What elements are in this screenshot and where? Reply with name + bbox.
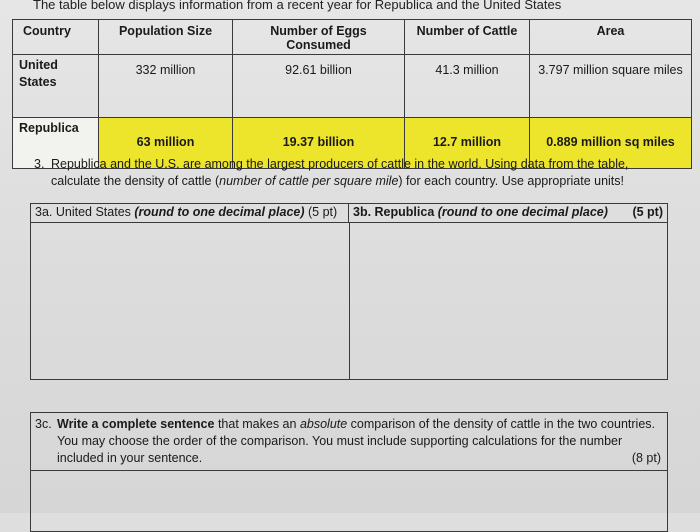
country-data-table xyxy=(12,19,692,169)
question-text-part: Republica and the U.S. are among the largest producers of cattle in the world. Using data from the table, calculate the density of cattle ( xyxy=(51,157,629,188)
question-3c xyxy=(30,412,668,532)
answer-table-3ab xyxy=(30,203,668,380)
question-lead: Write a complete sentence xyxy=(57,417,215,431)
question-text-part: that makes an xyxy=(214,417,300,431)
answer-table-body xyxy=(31,223,667,380)
cell-population: 63 million xyxy=(99,118,233,169)
question-text-italic: number of cattle per square mile xyxy=(219,174,399,188)
cell-eggs: 19.37 billion xyxy=(233,118,405,169)
answer-box-3b[interactable] xyxy=(350,223,667,380)
part-3b-header xyxy=(349,204,667,222)
part-points: (5 pt) xyxy=(632,205,663,219)
part-instruction: (round to one decimal place) xyxy=(134,205,305,219)
part-label: 3a. United States xyxy=(35,205,135,219)
header-eggs: Number of Eggs Consumed xyxy=(233,20,405,55)
question-number: 3c. xyxy=(35,417,52,431)
header-population: Population Size xyxy=(99,20,233,55)
question-points: (8 pt) xyxy=(631,451,661,465)
cell-cattle: 41.3 million xyxy=(405,55,530,118)
header-cattle: Number of Cattle xyxy=(405,20,530,55)
part-points: (5 pt) xyxy=(304,205,338,219)
cell-country: United States xyxy=(13,55,99,118)
question-3c-prompt xyxy=(31,413,667,471)
table-row-united-states xyxy=(13,55,692,118)
question-text-part: comparison of the density of cattle in the two countries. You may choose the order of the comparison. You must include supporting calculations for the number included in your sentence. xyxy=(57,417,656,465)
question-3 xyxy=(34,156,674,190)
answer-box-3a[interactable] xyxy=(31,223,350,380)
cell-cattle: 12.7 million xyxy=(405,118,530,169)
answer-table-header xyxy=(31,204,667,223)
answer-box-3c[interactable] xyxy=(31,471,667,531)
question-text-italic: absolute xyxy=(299,417,348,431)
table-header-row xyxy=(13,20,692,55)
cell-area: 0.889 million sq miles xyxy=(530,118,692,169)
question-3-text xyxy=(51,156,674,190)
table-caption: The table below displays information from a recent year for Republica and the United States xyxy=(33,0,562,12)
question-number: 3. xyxy=(34,157,45,171)
part-label: 3b. Republica xyxy=(353,205,438,219)
part-instruction: (round to one decimal place) xyxy=(437,205,608,219)
header-area: Area xyxy=(530,20,692,55)
cell-eggs: 92.61 billion xyxy=(233,55,405,118)
cell-country: Republica xyxy=(13,118,99,169)
part-3a-header xyxy=(31,204,349,222)
cell-area: 3.797 million square miles xyxy=(530,55,692,118)
question-text-part: ) for each country. Use appropriate units! xyxy=(398,174,624,188)
header-country: Country xyxy=(13,20,99,55)
cell-population: 332 million xyxy=(99,55,233,118)
